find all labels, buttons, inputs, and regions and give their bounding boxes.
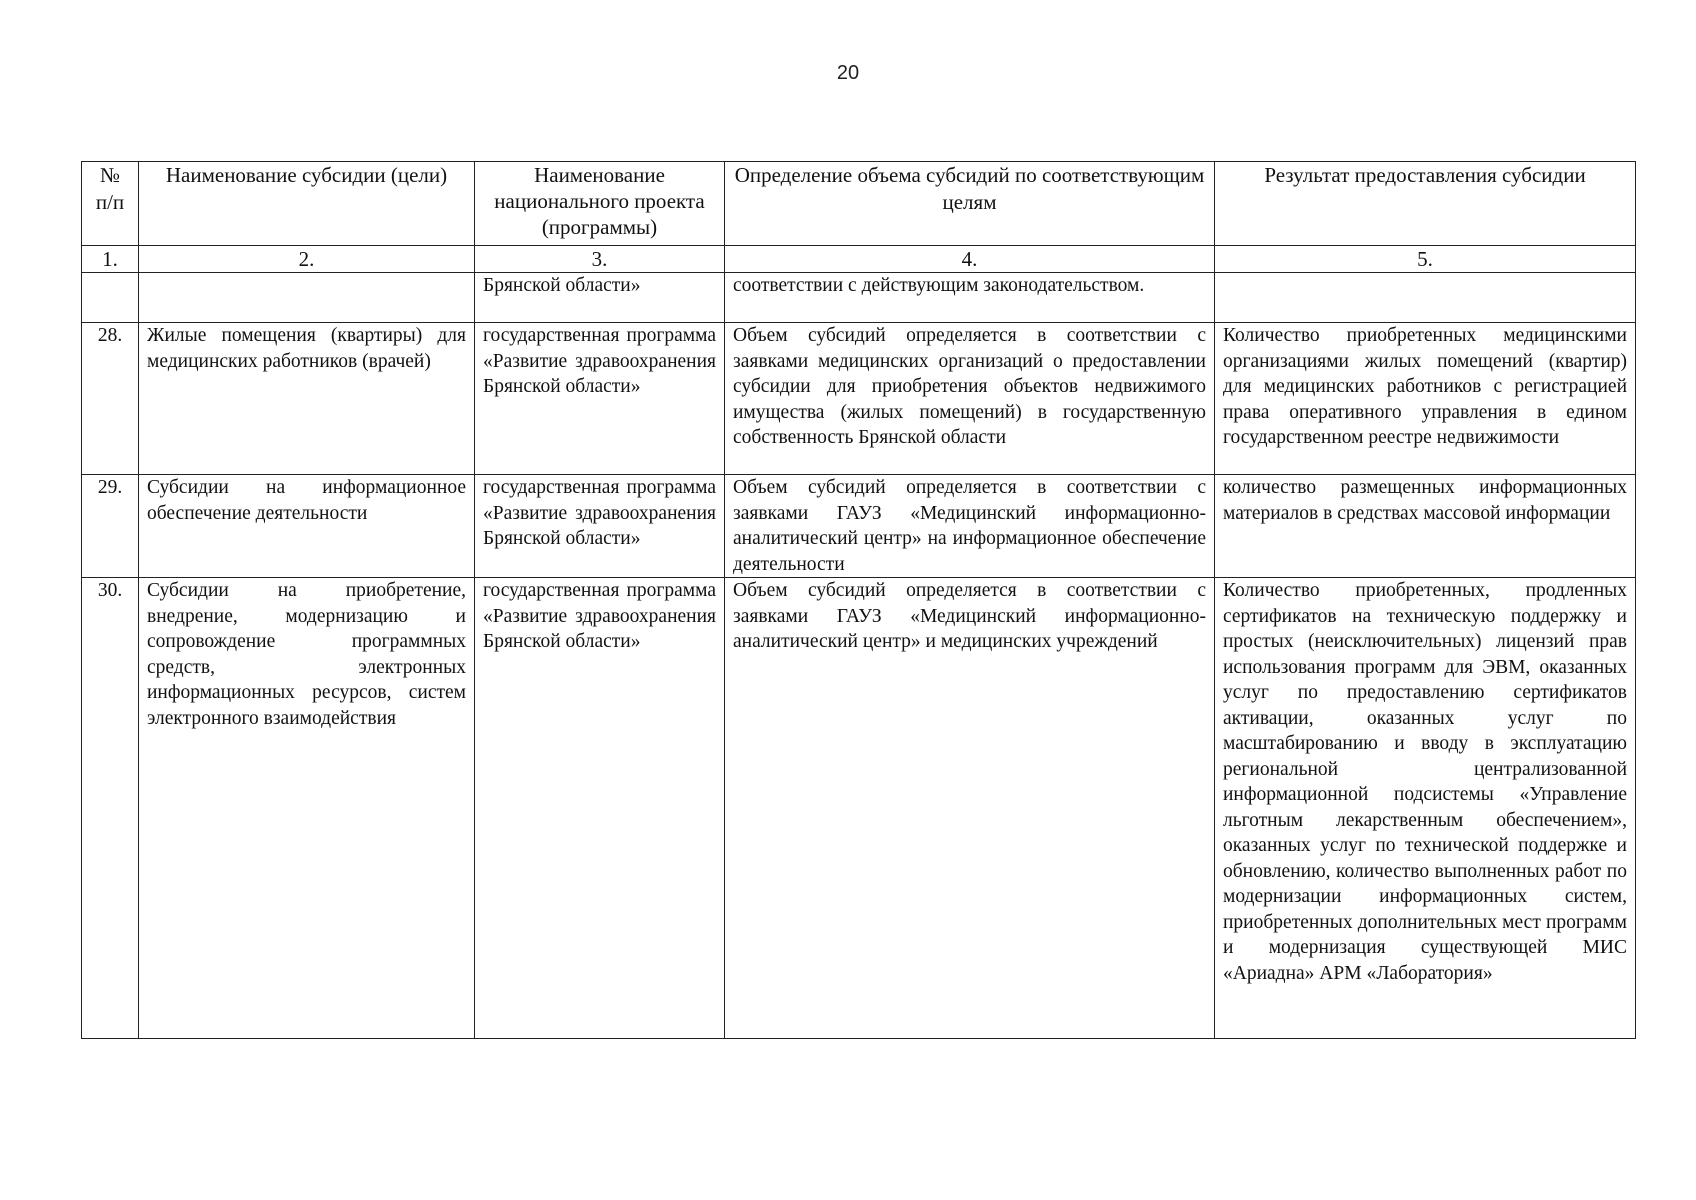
- header-subsidy-name: Наименование субсидии (цели): [139, 162, 475, 246]
- volume-cell: Объем субсидий определяется в соответствии с заявками ГАУЗ «Медицинский информационно-аналитический центр» и медицинских учреждений: [725, 578, 1215, 1039]
- subsidy-name-cell: Жилые помещения (квартиры) для медицинских работников (врачей): [139, 323, 475, 475]
- table-row-continuation: [82, 273, 1636, 323]
- subsidy-name-cell: Субсидии на приобретение, внедрение, модернизацию и сопровождение программных средств, электронных информационных ресурсов, систем электронного взаимодействия: [139, 578, 475, 1039]
- volume-cell: Объем субсидий определяется в соответствии с заявками медицинских организаций о предоставлении субсидии для приобретения объектов недвижимого имущества (жилых помещений) в государственную собственность Брянской области: [725, 323, 1215, 475]
- subsidy-name-cell: [139, 273, 475, 323]
- row-number: [82, 273, 139, 323]
- subsidies-table: [81, 161, 1636, 1039]
- row-number: 30.: [82, 578, 139, 1039]
- subsidy-name-cell: Субсидии на информационное обеспечение деятельности: [139, 475, 475, 578]
- result-cell: количество размещенных информационных материалов в средствах массовой информации: [1215, 475, 1636, 578]
- header-result: Результат предоставления субсидии: [1215, 162, 1636, 246]
- column-number: 4.: [725, 246, 1215, 273]
- column-number: 2.: [139, 246, 475, 273]
- result-cell: [1215, 273, 1636, 323]
- column-numbering-row: [82, 246, 1636, 273]
- program-cell: государственная программа «Развитие здравоохранения Брянской области»: [475, 578, 725, 1039]
- result-cell: Количество приобретенных медицинскими организациями жилых помещений (квартир) для медицинских работников с регистрацией права оперативного управления в едином государственном реестре недвижимости: [1215, 323, 1636, 475]
- header-national-project: Наименование национального проекта (программы): [475, 162, 725, 246]
- program-cell: государственная программа «Развитие здравоохранения Брянской области»: [475, 475, 725, 578]
- table-header-row: [82, 162, 1636, 246]
- program-cell: Брянской области»: [475, 273, 725, 323]
- table-row: [82, 475, 1636, 578]
- volume-cell: Объем субсидий определяется в соответствии с заявками ГАУЗ «Медицинский информационно-аналитический центр» на информационное обеспечение деятельности: [725, 475, 1215, 578]
- column-number: 1.: [82, 246, 139, 273]
- result-cell: Количество приобретенных, продленных сертификатов на техническую поддержку и простых (неисключительных) лицензий прав использования программ для ЭВМ, оказанных услуг по предоставлению сертификатов активации, оказанных услуг по масштабированию и вводу в эксплуатацию региональной централизованной информационной подсистемы «Управление льготным лекарственным обеспечением», оказанных услуг по технической поддержке и обновлению, количество выполненных работ по модернизации информационных систем, приобретенных дополнительных мест программ и модернизация существующей МИС «Ариадна» АРМ «Лаборатория»: [1215, 578, 1636, 1039]
- program-cell: государственная программа «Развитие здравоохранения Брянской области»: [475, 323, 725, 475]
- column-number: 3.: [475, 246, 725, 273]
- header-number: № п/п: [82, 162, 139, 246]
- header-volume-definition: Определение объема субсидий по соответствующим целям: [725, 162, 1215, 246]
- page-number: 20: [836, 62, 860, 84]
- row-number: 29.: [82, 475, 139, 578]
- table-row: [82, 578, 1636, 1039]
- column-number: 5.: [1215, 246, 1636, 273]
- row-number: 28.: [82, 323, 139, 475]
- volume-cell: соответствии с действующим законодательством.: [725, 273, 1215, 323]
- table-row: [82, 323, 1636, 475]
